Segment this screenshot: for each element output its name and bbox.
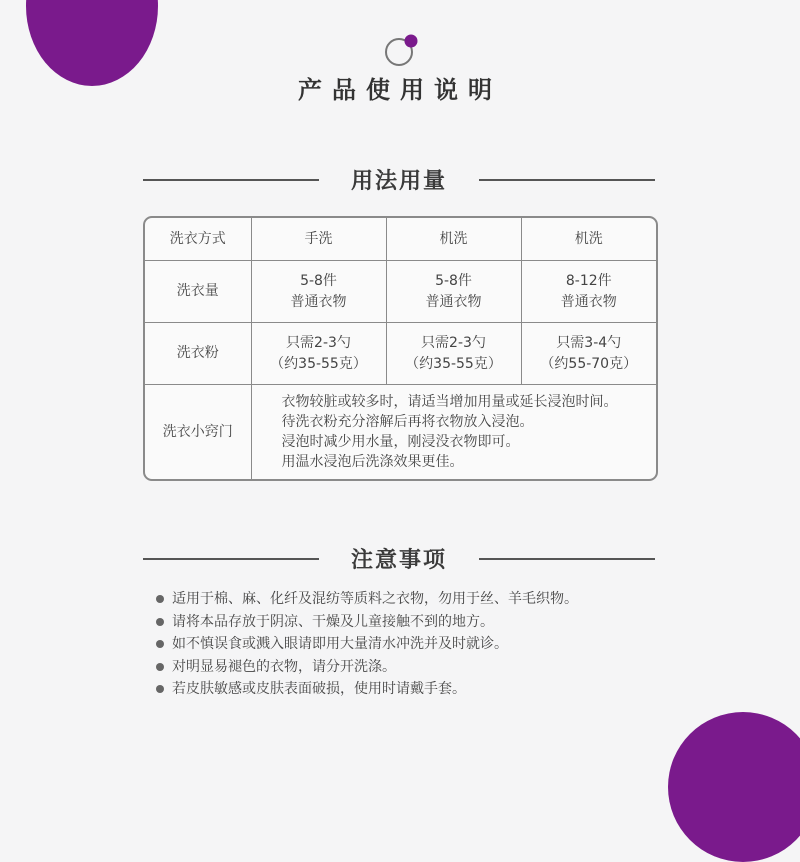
decorative-circle-bottom-right bbox=[668, 712, 800, 862]
header-cell-method: 洗衣方式 bbox=[145, 218, 251, 261]
usage-table bbox=[143, 216, 658, 481]
cell-line: 普通衣物 bbox=[560, 293, 617, 310]
header-cell-machine-wash: 机洗 bbox=[521, 218, 656, 261]
cell-line: 普通衣物 bbox=[425, 293, 482, 310]
tip-line: 用温水浸泡后洗涤效果更佳。 bbox=[281, 454, 464, 470]
cell-line: 5-8件 bbox=[300, 272, 337, 289]
cell-line: （约35-55克） bbox=[270, 355, 367, 372]
table-row bbox=[145, 261, 656, 323]
notes-list bbox=[156, 589, 656, 702]
list-item bbox=[156, 612, 656, 635]
tip-line: 衣物较脏或较多时，请适当增加用量或延长浸泡时间。 bbox=[281, 394, 618, 410]
note-text: 对明显易褪色的衣物，请分开洗涤。 bbox=[172, 658, 396, 675]
header-cell-hand-wash: 手洗 bbox=[251, 218, 386, 261]
list-item bbox=[156, 657, 656, 680]
cell-line: 只需3-4勺 bbox=[556, 334, 622, 351]
table-header-row bbox=[145, 218, 656, 261]
notes-heading-label: 注意事项 bbox=[350, 548, 447, 573]
tip-line: 浸泡时减少用水量，刚浸没衣物即可。 bbox=[281, 434, 520, 450]
table-cell bbox=[521, 261, 656, 323]
row-label-detergent: 洗衣粉 bbox=[145, 323, 251, 385]
list-item bbox=[156, 679, 656, 702]
header-cell-machine-wash: 机洗 bbox=[386, 218, 521, 261]
cell-line: 只需2-3勺 bbox=[286, 334, 351, 351]
table-cell bbox=[521, 323, 656, 385]
table-cell bbox=[251, 323, 386, 385]
usage-section-heading bbox=[143, 164, 655, 194]
cell-line: 普通衣物 bbox=[290, 293, 347, 310]
note-text: 适用于棉、麻、化纤及混纺等质料之衣物，勿用于丝、羊毛织物。 bbox=[172, 591, 578, 607]
page-title: 产品使用说明 bbox=[298, 76, 502, 104]
cell-line: （约35-55克） bbox=[405, 355, 502, 372]
bullet-icon bbox=[156, 640, 164, 648]
cell-line: （约55-70克） bbox=[540, 355, 638, 372]
list-item bbox=[156, 634, 656, 657]
note-text: 若皮肤敏感或皮肤表面破损，使用时请戴手套。 bbox=[172, 681, 466, 697]
table-cell bbox=[386, 261, 521, 323]
bullet-icon bbox=[156, 595, 164, 603]
cell-line: 8-12件 bbox=[565, 272, 612, 289]
row-label-laundry-amount: 洗衣量 bbox=[145, 261, 251, 323]
circle-with-dot-logo-icon bbox=[383, 32, 423, 68]
tips-cell bbox=[251, 385, 656, 480]
bullet-icon bbox=[156, 663, 164, 671]
note-text: 如不慎误食或溅入眼请即用大量清水冲洗并及时就诊。 bbox=[172, 636, 508, 652]
cell-line: 只需2-3勺 bbox=[421, 334, 486, 351]
bullet-icon bbox=[156, 685, 164, 693]
usage-heading-label: 用法用量 bbox=[350, 169, 447, 194]
list-item bbox=[156, 589, 656, 612]
heading-divider-right bbox=[479, 179, 655, 181]
note-text: 请将本品存放于阴凉、干燥及儿童接触不到的地方。 bbox=[172, 613, 494, 630]
table-row bbox=[145, 323, 656, 385]
heading-divider-right bbox=[479, 558, 655, 560]
bullet-icon bbox=[156, 618, 164, 626]
table-cell bbox=[251, 261, 386, 323]
table-row-tips bbox=[145, 385, 656, 480]
notes-section-heading bbox=[143, 543, 655, 573]
table-cell bbox=[386, 323, 521, 385]
tip-line: 待洗衣粉充分溶解后再将衣物放入浸泡。 bbox=[281, 414, 534, 430]
cell-line: 5-8件 bbox=[435, 272, 472, 289]
row-label-tips: 洗衣小窍门 bbox=[145, 385, 251, 480]
